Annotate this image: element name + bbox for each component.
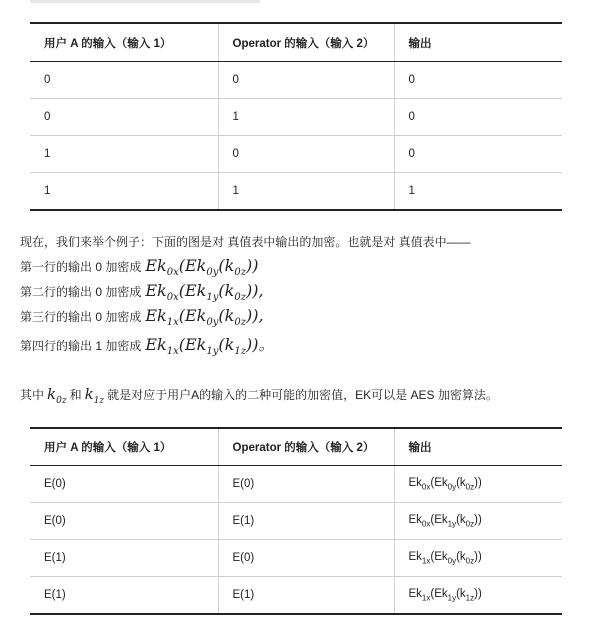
table-cell: 1	[218, 99, 394, 136]
output-cell: $Ek_{1x}(Ek_{1y}(k_{1z}))$	[394, 577, 562, 615]
line-text: 第三行的输出 0 加密成	[20, 310, 142, 324]
table-cell: E(0)	[30, 503, 218, 540]
column-header: 输出	[394, 23, 562, 62]
formula-k0z: $k_{0z}$	[47, 385, 67, 406]
table-cell: 0	[394, 99, 562, 136]
output-cell: $Ek_{0x}(Ek_{1y}(k_{0z}))$	[394, 503, 562, 540]
table-cell: 1	[218, 173, 394, 211]
formula: $Ek_{0x}(Ek_{0y}(k_{0z}))$	[145, 256, 259, 279]
table-row	[30, 503, 562, 540]
column-header: 用户 A 的输入（输入 1）	[30, 428, 218, 466]
table-cell: 0	[30, 62, 218, 99]
table-cell: 0	[394, 62, 562, 99]
table-cell: E(1)	[218, 577, 394, 615]
output-cell: $Ek_{1x}(Ek_{0y}(k_{0z}))$	[394, 540, 562, 577]
table-cell: E(0)	[218, 466, 394, 503]
top-divider	[30, 0, 260, 3]
table-cell: 0	[30, 99, 218, 136]
column-header: Operator 的输入（输入 2）	[218, 428, 394, 466]
table-cell: E(1)	[30, 577, 218, 615]
table-cell: 1	[394, 173, 562, 211]
table-row	[30, 577, 562, 615]
formula-k1z: $k_{1z}$	[84, 385, 105, 406]
truth-table	[30, 22, 562, 211]
encryption-line	[20, 256, 258, 278]
table-header-row	[30, 428, 562, 466]
line-text: 第二行的输出 0 加密成	[20, 285, 142, 299]
encryption-line	[20, 332, 274, 357]
table-row	[30, 136, 562, 173]
encrypted-table	[30, 427, 562, 615]
column-header: 输出	[394, 428, 562, 466]
table-cell: 0	[218, 136, 394, 173]
table-cell: E(1)	[218, 503, 394, 540]
table-cell: 0	[394, 136, 562, 173]
table-cell: E(0)	[30, 466, 218, 503]
table-cell: 1	[30, 136, 218, 173]
column-header: Operator 的输入（输入 2）	[218, 23, 394, 62]
output-cell: $Ek_{0x}(Ek_{0y}(k_{0z}))$	[394, 466, 562, 503]
table-row	[30, 173, 562, 211]
intro-paragraph: 现在，我们来举个例子：下面的图是对 真值表中输出的加密。也就是对 真值表中——	[20, 235, 471, 249]
table-cell: E(1)	[30, 540, 218, 577]
line-text: 第四行的输出 1 加密成	[20, 339, 142, 353]
table-row	[30, 466, 562, 503]
encryption-line	[20, 306, 264, 328]
formula: $Ek_{1x}(Ek_{0y}(k_{0z}))$,	[145, 306, 264, 329]
explanation-paragraph: 其中 $k_{0z}$ 和 $k_{1z}$ 就是对应于用户A的输入的二种可能的加密值，EK可以是 AES 加密算法。	[20, 385, 498, 406]
table-row	[30, 540, 562, 577]
formula: $Ek_{0x}(Ek_{1y}(k_{0z}))$,	[145, 281, 264, 304]
encryption-line	[20, 281, 264, 303]
table-header-row	[30, 23, 562, 62]
table-row	[30, 62, 562, 99]
table-row	[30, 99, 562, 136]
formula: $Ek_{1x}(Ek_{1y}(k_{1z}))$。	[145, 335, 275, 358]
table-cell: E(0)	[218, 540, 394, 577]
table-cell: 0	[218, 62, 394, 99]
line-text: 第一行的输出 0 加密成	[20, 260, 142, 274]
table-cell: 1	[30, 173, 218, 211]
column-header: 用户 A 的输入（输入 1）	[30, 23, 218, 62]
